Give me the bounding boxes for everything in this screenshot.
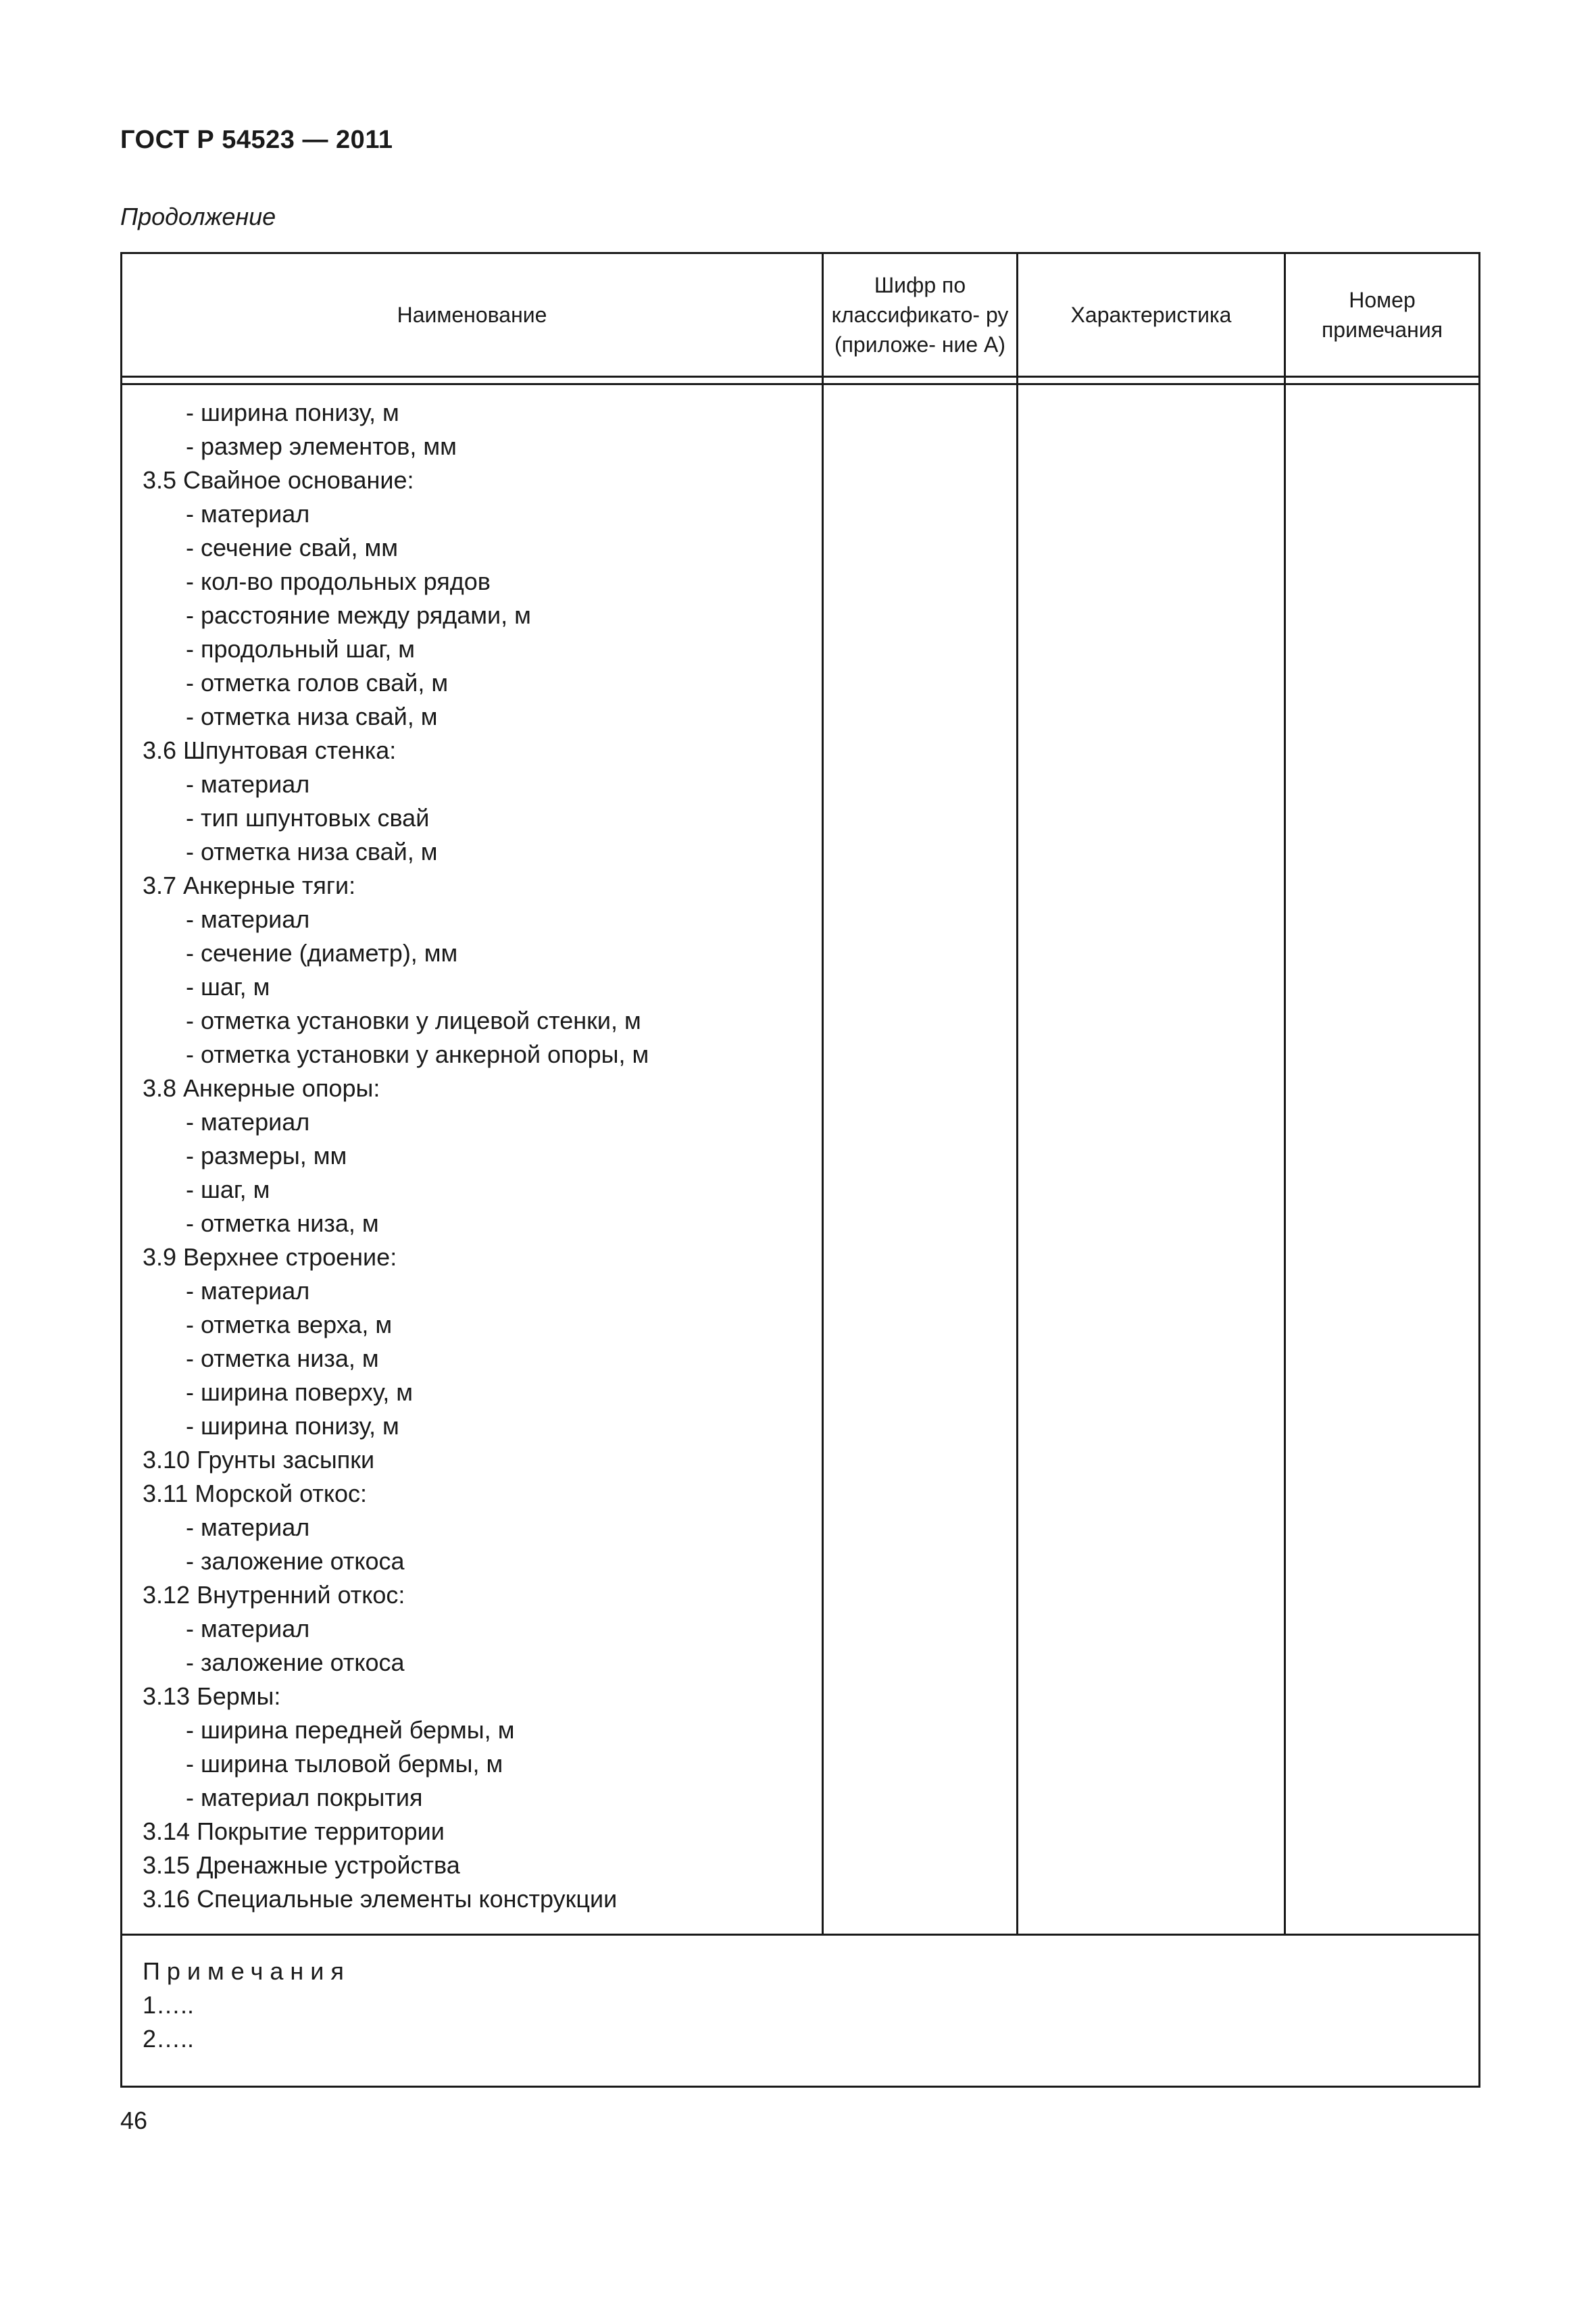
parameter-item: - отметка голов свай, м <box>186 669 449 697</box>
parameter-item: - продольный шаг, м <box>186 635 415 663</box>
section-item: 3.8 Анкерные опоры: <box>143 1074 380 1102</box>
section-item: 3.7 Анкерные тяги: <box>143 872 356 899</box>
parameter-item: - кол-во продольных рядов <box>186 568 491 595</box>
section-item: 3.11 Морской откос: <box>143 1480 368 1507</box>
section-item: 3.6 Шпунтовая стенка: <box>143 736 397 764</box>
notes-block <box>122 1936 1478 2056</box>
section-item: 3.15 Дренажные устройства <box>143 1851 460 1879</box>
parameter-item: - отметка верха, м <box>186 1311 393 1338</box>
header-note-number-cell <box>1285 253 1480 377</box>
section-item: 3.5 Свайное основание: <box>143 466 414 494</box>
table-body-row <box>122 384 1480 1935</box>
characteristic-column-cell <box>1018 384 1285 1935</box>
parameter-item: - ширина передней бермы, м <box>186 1716 515 1744</box>
continuation-label: Продолжение <box>120 203 276 230</box>
document-title: ГОСТ Р 54523 — 2011 <box>120 126 393 154</box>
section-item: 3.13 Бермы: <box>143 1682 281 1710</box>
parameter-item: - шаг, м <box>186 973 270 1001</box>
header-separator <box>122 377 1480 384</box>
parameter-item: - шаг, м <box>186 1176 270 1203</box>
parameter-item: - отметка низа, м <box>186 1209 379 1237</box>
header-name-cell <box>122 253 823 377</box>
item-list <box>122 385 822 1916</box>
section-item: 3.14 Покрытие территории <box>143 1817 445 1845</box>
section-item: 3.12 Внутренний откос: <box>143 1581 405 1609</box>
parameter-item: - сечение свай, мм <box>186 534 398 561</box>
parameter-item: - отметка установки у анкерной опоры, м <box>186 1040 649 1068</box>
parameter-item: - материал <box>186 500 310 528</box>
code-column-cell <box>823 384 1018 1935</box>
parameter-item: - отметка установки у лицевой стенки, м <box>186 1007 641 1034</box>
header-code-cell <box>823 253 1018 377</box>
notes-title: Примечания <box>143 1957 351 1985</box>
header-note-number: Номер примечания <box>1321 288 1443 342</box>
note-item: 2….. <box>143 2025 195 2053</box>
specification-table <box>120 252 1480 2088</box>
parameter-item: - расстояние между рядами, м <box>186 601 531 629</box>
parameter-item: - материал <box>186 1277 310 1305</box>
header-name: Наименование <box>397 303 547 327</box>
header-characteristic-cell <box>1018 253 1285 377</box>
parameter-item: - отметка низа, м <box>186 1344 379 1372</box>
notes-row <box>122 1935 1480 2087</box>
parameter-item: - ширина тыловой бермы, м <box>186 1750 503 1778</box>
header-code: Шифр по классификато- ру (приложе- ние А) <box>831 273 1009 357</box>
parameter-item: - размеры, мм <box>186 1142 347 1169</box>
parameter-item: - ширина понизу, м <box>186 399 399 426</box>
parameter-item: - ширина понизу, м <box>186 1412 399 1440</box>
notes-cell <box>122 1935 1480 2087</box>
section-item: 3.16 Специальные элементы конструкции <box>143 1885 618 1913</box>
parameter-item: - отметка низа свай, м <box>186 703 438 730</box>
name-column-cell <box>122 384 823 1935</box>
parameter-item: - заложение откоса <box>186 1547 405 1575</box>
parameter-item: - размер элементов, мм <box>186 432 457 460</box>
parameter-item: - ширина поверху, м <box>186 1378 414 1406</box>
section-item: 3.10 Грунты засыпки <box>143 1446 375 1474</box>
section-item: 3.9 Верхнее строение: <box>143 1243 397 1271</box>
table-header-row <box>122 253 1480 377</box>
parameter-item: - материал <box>186 905 310 933</box>
page-number: 46 <box>120 2107 148 2134</box>
parameter-item: - материал <box>186 1615 310 1642</box>
parameter-item: - тип шпунтовых свай <box>186 804 430 832</box>
parameter-item: - материал <box>186 1513 310 1541</box>
header-characteristic: Характеристика <box>1070 303 1232 327</box>
parameter-item: - материал <box>186 1108 310 1136</box>
parameter-item: - сечение (диаметр), мм <box>186 939 458 967</box>
note-number-column-cell <box>1285 384 1480 1935</box>
parameter-item: - материал <box>186 770 310 798</box>
parameter-item: - заложение откоса <box>186 1649 405 1676</box>
parameter-item: - материал покрытия <box>186 1784 423 1811</box>
note-item: 1….. <box>143 1991 195 2019</box>
parameter-item: - отметка низа свай, м <box>186 838 438 865</box>
